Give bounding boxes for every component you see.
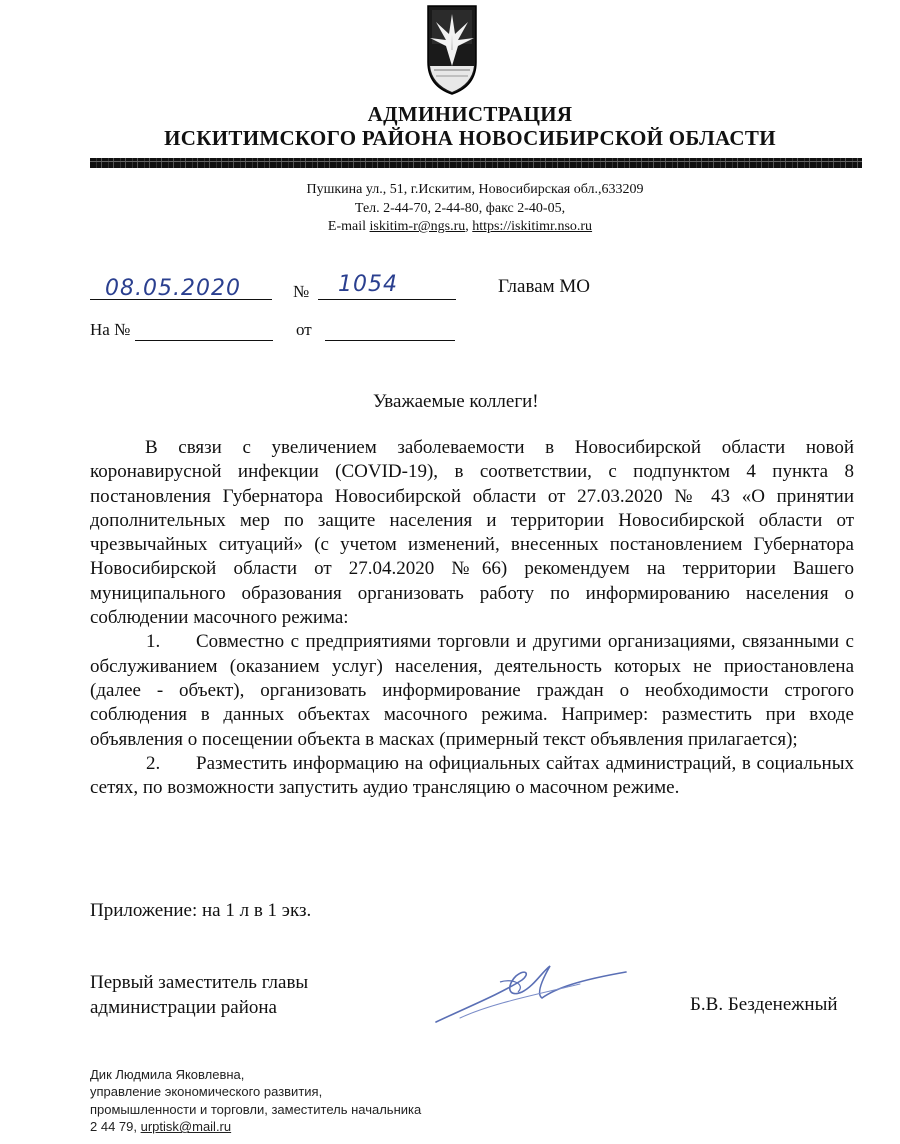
email-link[interactable]: iskitim-r@ngs.ru (369, 219, 466, 234)
list-item-text: Разместить информацию на официальных сайтах администраций, в социальных сетях, по возможности запустить аудио трансляцию о масочном режиме. (90, 752, 854, 799)
phone-fax: Тел. 2-44-70, 2-44-80, факс 2-40-05, (354, 201, 566, 216)
executor-name: Дик Людмила Яковлевна, (90, 1067, 245, 1082)
signer-position (90, 971, 308, 1020)
from-label: от (296, 320, 312, 339)
list-item-number: 1. (146, 631, 161, 653)
list-item (90, 752, 854, 801)
contacts-separator: , (465, 219, 469, 234)
number-underline (318, 299, 456, 300)
number-label: № (293, 282, 310, 301)
executor-info (90, 1066, 421, 1136)
org-title-line2: ИСКИТИМСКОГО РАЙОНА НОВОСИБИРСКОЙ ОБЛАСТИ (164, 126, 776, 150)
header-divider (90, 158, 862, 168)
postal-address: Пушкина ул., 51, г.Искитим, Новосибирская обл.,633209 (306, 182, 644, 197)
contacts-line (10, 219, 900, 235)
coat-of-arms-icon (424, 4, 480, 96)
attachment-note: Приложение: на 1 л в 1 экз. (90, 900, 312, 921)
intro-paragraph: В связи с увеличением заболеваемости в Новосибирской области новой коронавирусной инфекции (COVID-19), в соответствии, с подпунктом 4 пункта 8 постановления Губернатора Новосибирской области от 27.03.2020 № 43 «О принятии дополнительных мер по защите населения и территории Новосибирской области от чрезвычайных ситуаций» (с учетом изменений, внесенных постановлением Губернатора Новосибирской области от 27.04.2020 №66) рекомендуем на территории Вашего муниципального образования организовать работу по информированию населения о соблюдении масочного режима: (90, 437, 854, 629)
list-item (90, 630, 854, 751)
signer-position-line1: Первый заместитель главы (90, 972, 309, 993)
from-underline (325, 340, 455, 341)
addressee: Главам МО (498, 276, 591, 297)
ref-underline (135, 340, 273, 341)
executor-dept-line1: управление экономического развития, (90, 1084, 323, 1100)
ref-label: На № (90, 320, 131, 339)
website-link[interactable]: https://iskitimr.nso.ru (472, 219, 593, 234)
greeting: Уважаемые коллеги! (373, 391, 539, 412)
handwritten-number: 1054 (338, 272, 398, 297)
executor-dept-line2: промышленности и торговли, заместитель начальника (90, 1101, 422, 1117)
letter-body (90, 436, 854, 800)
list-item-text: Совместно с предприятиями торговли и другими организациями, связанными с обслуживанием (оказанием услуг) населения, деятельность которых не приостановлена (далее - объект), организовать информирование граждан о необходимости строгого соблюдения в данных объектах масочного режима. Например: разместить при входе объявления о посещении объекта в масках (примерный текст объявления прилагается); (90, 631, 854, 750)
executor-email-link[interactable]: urptisk@mail.ru (140, 1119, 232, 1135)
signer-name: Б.В. Безденежный (690, 994, 838, 1015)
email-label: E-mail (327, 219, 367, 234)
handwritten-date: 08.05.2020 (105, 276, 241, 301)
signer-position-line2: администрации района (90, 996, 277, 1018)
executor-phone: 2 44 79, (90, 1119, 137, 1135)
executor-contacts (90, 1118, 421, 1135)
org-title-line1: АДМИНИСТРАЦИЯ (367, 102, 573, 126)
handwritten-signature-icon (430, 958, 630, 1028)
date-underline (90, 299, 272, 300)
list-item-number: 2. (146, 752, 161, 774)
